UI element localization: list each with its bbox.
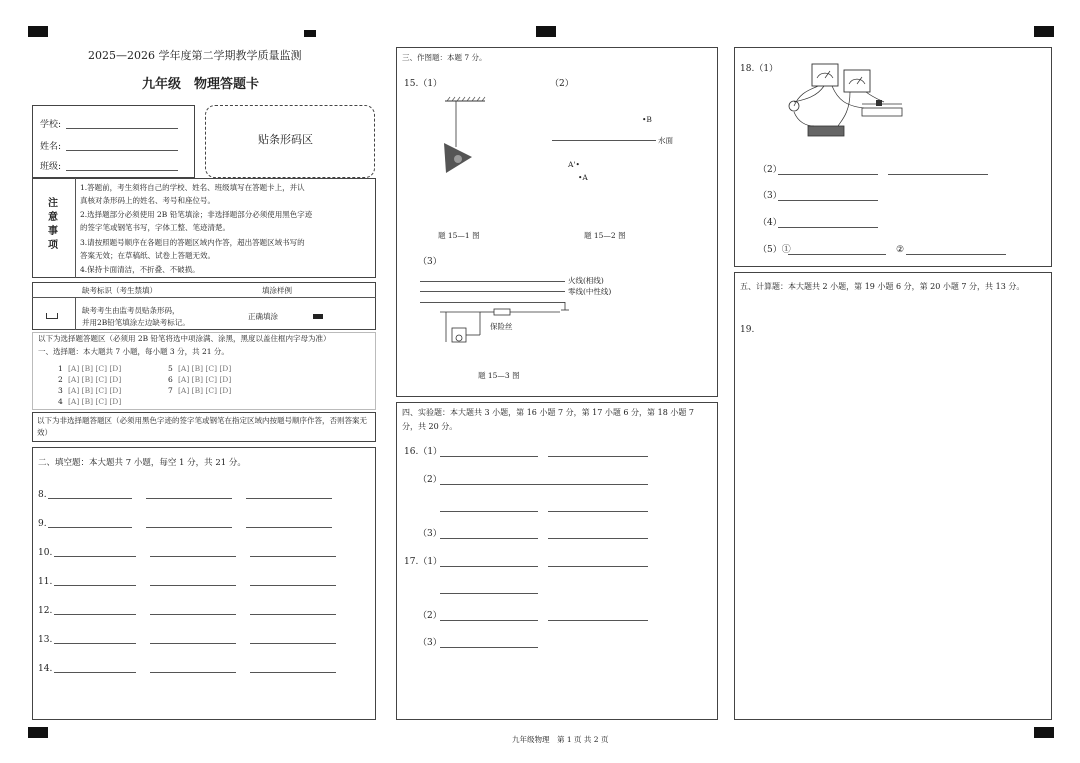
answer-line[interactable] — [54, 643, 136, 644]
fig-15-1-caption: 题 15—1 图 — [438, 231, 480, 240]
notice-line: 1.答题前，考生须将自己的学校、姓名、班级填写在答题卡上，并认 — [80, 183, 305, 192]
answer-line[interactable] — [440, 620, 538, 621]
notice-line: 真核对条形码上的姓名、考号和座位号。 — [80, 196, 215, 205]
choice-number: 5 — [168, 364, 173, 373]
answer-line[interactable] — [150, 556, 236, 557]
notice-line: 的签字笔或钢笔书写，字体工整、笔迹清楚。 — [80, 223, 230, 232]
notice-heading-char: 项 — [48, 240, 58, 251]
choice-options[interactable]: [A] [B] [C] [D] — [68, 386, 122, 395]
notice-line: 答案无效；在草稿纸、试卷上答题无效。 — [80, 251, 215, 260]
name-field[interactable] — [66, 150, 178, 151]
q18-label: 18.（1） — [740, 64, 779, 74]
point-b: •B — [642, 115, 652, 124]
answer-line[interactable] — [548, 566, 648, 567]
school-label: 学校: — [40, 120, 62, 130]
q18-2-label: （2） — [758, 165, 782, 175]
answer-line[interactable] — [250, 672, 336, 673]
choice-options[interactable]: [A] [B] [C] [D] — [68, 375, 122, 384]
choice-section-title: 一、选择题：本大题共 7 小题，每小题 3 分，共 21 分。 — [38, 347, 229, 356]
nonchoice-notice: 以下为非选择题答题区（必须用黑色字迹的签字笔或钢笔在指定区域内按题号顺序作答，否则答案无效） — [37, 416, 367, 437]
class-field[interactable] — [66, 170, 178, 171]
absent-divider — [75, 297, 76, 330]
choice-options[interactable]: [A] [B] [C] [D] — [178, 364, 232, 373]
point-a-prime: A'• — [568, 160, 580, 169]
school-field[interactable] — [66, 128, 178, 129]
timing-mark — [536, 26, 556, 37]
choice-number: 6 — [168, 375, 173, 384]
timing-mark — [28, 26, 48, 37]
answer-line[interactable] — [548, 456, 648, 457]
fig-15-2-caption: 题 15—2 图 — [584, 231, 626, 240]
q18-4-label: （4） — [758, 218, 782, 228]
example-label: 填涂样例 — [262, 286, 292, 295]
water-surface-label: 水面 — [658, 136, 673, 145]
answer-line[interactable] — [250, 585, 336, 586]
page-footer: 九年级物理 第 1 页 共 2 页 — [512, 735, 609, 744]
live-wire — [420, 281, 565, 282]
water-surface-line — [552, 140, 656, 141]
timing-mark — [1034, 727, 1054, 738]
absent-label: 缺考标识（考生禁填） — [82, 286, 157, 295]
answer-line[interactable] — [246, 527, 332, 528]
experiment-box — [396, 402, 718, 720]
answer-line[interactable] — [440, 593, 538, 594]
neutral-wire-label: 零线(中性线) — [568, 287, 612, 296]
answer-line[interactable] — [150, 585, 236, 586]
q15-3-label: （3） — [418, 257, 442, 267]
q18-5b-label: ② — [896, 245, 905, 255]
timing-mark — [1034, 26, 1054, 37]
answer-line[interactable] — [150, 643, 236, 644]
q17-label: 17.（1） — [404, 557, 443, 567]
choice-number: 1 — [58, 364, 63, 373]
answer-line[interactable] — [146, 527, 232, 528]
answer-line[interactable] — [888, 174, 988, 175]
point-a: •A — [578, 173, 588, 182]
fill-in-section-title: 二、填空题：本大题共 7 小题，每空 1 分，共 21 分。 — [38, 458, 246, 468]
calc-box — [734, 272, 1052, 720]
answer-line[interactable] — [150, 614, 236, 615]
experiment-section-title: 四、实验题：本大题共 3 小题，第 16 小题 7 分，第 17 小题 6 分，第 18 小题 7 分，共 20 分。 — [402, 408, 694, 431]
answer-line[interactable] — [54, 614, 136, 615]
answer-line[interactable] — [250, 614, 336, 615]
answer-line[interactable] — [250, 556, 336, 557]
q16-3-label: （3） — [418, 529, 442, 539]
answer-line[interactable] — [440, 484, 648, 485]
answer-line[interactable] — [788, 254, 886, 255]
live-wire-label: 火线(相线) — [568, 276, 604, 285]
notice-line: 4.保持卡面清洁，不折叠、不破损。 — [80, 265, 200, 274]
answer-line[interactable] — [54, 672, 136, 673]
answer-line[interactable] — [548, 620, 648, 621]
correct-fill-label: 正确填涂 — [248, 312, 278, 321]
choice-intro: 以下为选择题答题区（必须用 2B 铅笔将选中项涂满、涂黑，黑度以盖住框内字母为准） — [38, 334, 331, 343]
fig-15-1 — [440, 95, 500, 195]
notice-line: 3.请按照题号顺序在各题目的答题区域内作答，超出答题区域书写的 — [80, 238, 305, 247]
answer-line[interactable] — [906, 254, 1006, 255]
q17-2-label: （2） — [418, 611, 442, 621]
choice-options[interactable]: [A] [B] [C] [D] — [178, 386, 232, 395]
q17-3-label: （3） — [418, 638, 442, 648]
answer-line[interactable] — [778, 200, 878, 201]
answer-line[interactable] — [250, 643, 336, 644]
notice-heading-char: 注 — [48, 198, 58, 209]
page-subtitle: 九年级 物理答题卡 — [142, 77, 260, 92]
absent-divider — [32, 297, 376, 298]
fill-number: 13. — [38, 635, 53, 645]
answer-line[interactable] — [48, 498, 132, 499]
q18-5-label: （5）① — [758, 245, 791, 255]
fill-number: 10. — [38, 548, 53, 558]
q18-3-label: （3） — [758, 191, 782, 201]
choice-number: 4 — [58, 397, 63, 406]
timing-mark — [28, 727, 48, 738]
answer-line[interactable] — [440, 566, 538, 567]
fig-15-3-caption: 题 15—3 图 — [478, 371, 520, 380]
absent-text: 并用2B铅笔填涂左边缺考标记。 — [82, 318, 190, 327]
q16-2-label: （2） — [418, 475, 442, 485]
answer-line[interactable] — [440, 647, 538, 648]
fill-in-box — [32, 447, 376, 720]
answer-line[interactable] — [778, 227, 878, 228]
drawing-section-title: 三、作图题：本题 7 分。 — [402, 53, 487, 62]
q19-label: 19. — [740, 325, 755, 335]
answer-line[interactable] — [246, 498, 332, 499]
answer-line[interactable] — [778, 174, 878, 175]
notice-heading-char: 事 — [48, 226, 58, 237]
notice-divider — [75, 178, 76, 278]
answer-line[interactable] — [150, 672, 236, 673]
choice-number: 7 — [168, 386, 173, 395]
q18-circuit-figure — [780, 62, 910, 144]
answer-line[interactable] — [548, 538, 648, 539]
absent-checkbox[interactable] — [46, 313, 58, 319]
notice-heading-char: 意 — [48, 212, 58, 223]
choice-number: 2 — [58, 375, 63, 384]
calc-section-title: 五、计算题：本大题共 2 小题，第 19 小题 6 分，第 20 小题 7 分，共 13 分。 — [740, 282, 1025, 291]
barcode-label: 贴条形码区 — [258, 133, 313, 146]
neutral-wire — [420, 291, 565, 292]
choice-options[interactable]: [A] [B] [C] [D] — [68, 364, 122, 373]
answer-line[interactable] — [54, 585, 136, 586]
answer-line[interactable] — [440, 538, 538, 539]
correct-fill-sample — [313, 314, 323, 319]
fill-number: 9. — [38, 519, 47, 529]
fill-number: 11. — [38, 577, 53, 587]
q15-label: 15.（1） — [404, 79, 443, 89]
fill-number: 8. — [38, 490, 47, 500]
class-label: 班级: — [40, 162, 62, 172]
choice-options[interactable]: [A] [B] [C] [D] — [68, 397, 122, 406]
name-label: 姓名: — [40, 142, 62, 152]
absent-text: 缺考考生由监考员贴条形码， — [82, 306, 180, 315]
page-title: 2025—2026 学年度第二学期教学质量监测 — [88, 49, 302, 62]
choice-options[interactable]: [A] [B] [C] [D] — [178, 375, 232, 384]
answer-line[interactable] — [48, 527, 132, 528]
answer-line[interactable] — [146, 498, 232, 499]
fuse-label: 保险丝 — [490, 322, 513, 331]
notice-line: 2.选择题部分必须使用 2B 铅笔填涂；非选择题部分必须使用黑色字迹 — [80, 210, 313, 219]
q15-2-label: （2） — [550, 79, 574, 89]
answer-line[interactable] — [548, 511, 648, 512]
answer-line[interactable] — [440, 511, 538, 512]
timing-mark — [304, 30, 316, 37]
fill-number: 12. — [38, 606, 53, 616]
answer-line[interactable] — [54, 556, 136, 557]
choice-number: 3 — [58, 386, 63, 395]
q16-label: 16.（1） — [404, 447, 443, 457]
answer-line[interactable] — [440, 456, 538, 457]
fill-number: 14. — [38, 664, 53, 674]
